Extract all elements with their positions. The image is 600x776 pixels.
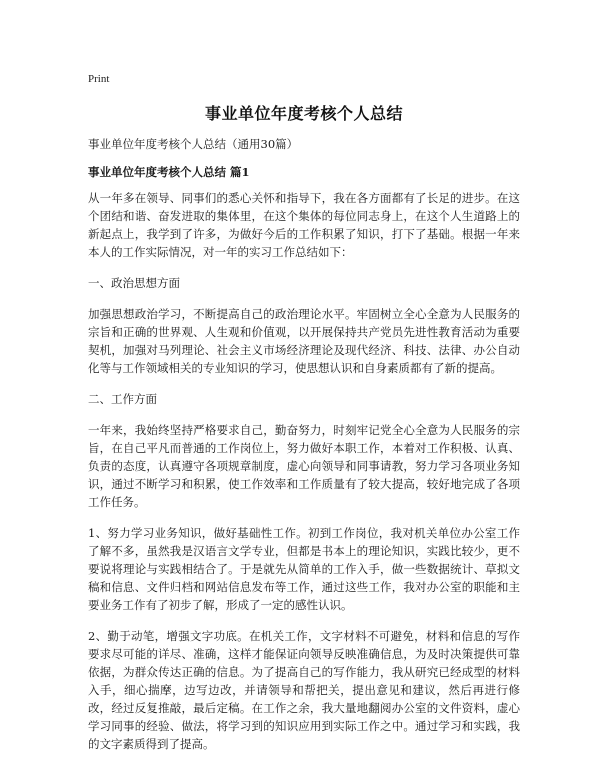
page-title: 事业单位年度考核个人总结 [204,104,403,123]
paragraph-work: 一年来，我始终坚持严格要求自己，勤奋努力，时刻牢记党全心全意为人民服务的宗旨，在自己平凡而普通的工作岗位上，努力做好本职工作，本着对工作积极、认真、负责的态度，认真遵守各项规章制度，虚心向领导和同事请教，努力学习各项业务知识，通过不断学习和积累，使工作效率和工作质量有了较大提高，较好地完成了各项工作任务。 [88,423,520,509]
intro-paragraph: 从一年多在领导、同事们的悉心关怀和指导下，我在各方面都有了长足的进步。在这个团结和谐、奋发进取的集体里，在这个集体的每位同志身上，在这个人生道路上的新起点上，我学到了许多，为做好今后的工作积累了知识，打下了基础。根据一年来本人的工作实际情况，对一年的实习工作总结如下： [88,191,520,259]
paragraph-study: 1、努力学习业务知识，做好基础性工作。初到工作岗位，我对机关单位办公室工作了解不多，虽然我是汉语言文学专业，但都是书本上的理论知识，实践比较少，更不要说将理论与实践相结合了。于是就先从简单的工作入手，做一些数据统计、草拟文稿和信息、文件归档和网站信息发布等工作，通过这些工作，我对办公室的职能和主要业务工作有了初步了解，形成了一定的感性认识。 [88,526,520,612]
paragraph-political: 加强思想政治学习，不断提高自己的政治理论水平。牢固树立全心全意为人民服务的宗旨和正确的世界观、人生观和价值观，以开展保持共产党员先进性教育活动为重要契机，加强对马列理论、社会主义市场经济理论及现代经济、科技、法律、办公自动化等与工作领域相关的专业知识的学习，使思想认识和自身素质都有了新的提高。 [88,307,520,375]
heading-work: 二、工作方面 [88,392,157,406]
heading-political: 一、政治思想方面 [88,276,180,290]
print-label: Print [88,73,110,85]
paragraph-writing: 2、勤于动笔，增强文字功底。在机关工作，文字材料不可避免，材料和信息的写作要求尽可能的详尽、准确，这样才能保证向领导反映准确信息，为及时决策提供可靠依据，为群众传达正确的信息。为了提高自己的写作能力，我从研究已经成型的材料入手，细心揣摩，边写边改，并请领导和帮把关，提出意见和建议，然后再进行修改，经过反复推敲，最后定稿。在工作之余，我大量地翻阅办公室的文件资料，虚心学习同事的经验、做法，将学习到的知识应用到实际工作之中。通过学习和实践，我的文字素质得到了提高。 [88,629,520,751]
document-page [88,72,520,753]
document-subtitle: 事业单位年度考核个人总结（通用30篇） [88,137,299,151]
section-title: 事业单位年度考核个人总结 篇1 [88,165,250,179]
